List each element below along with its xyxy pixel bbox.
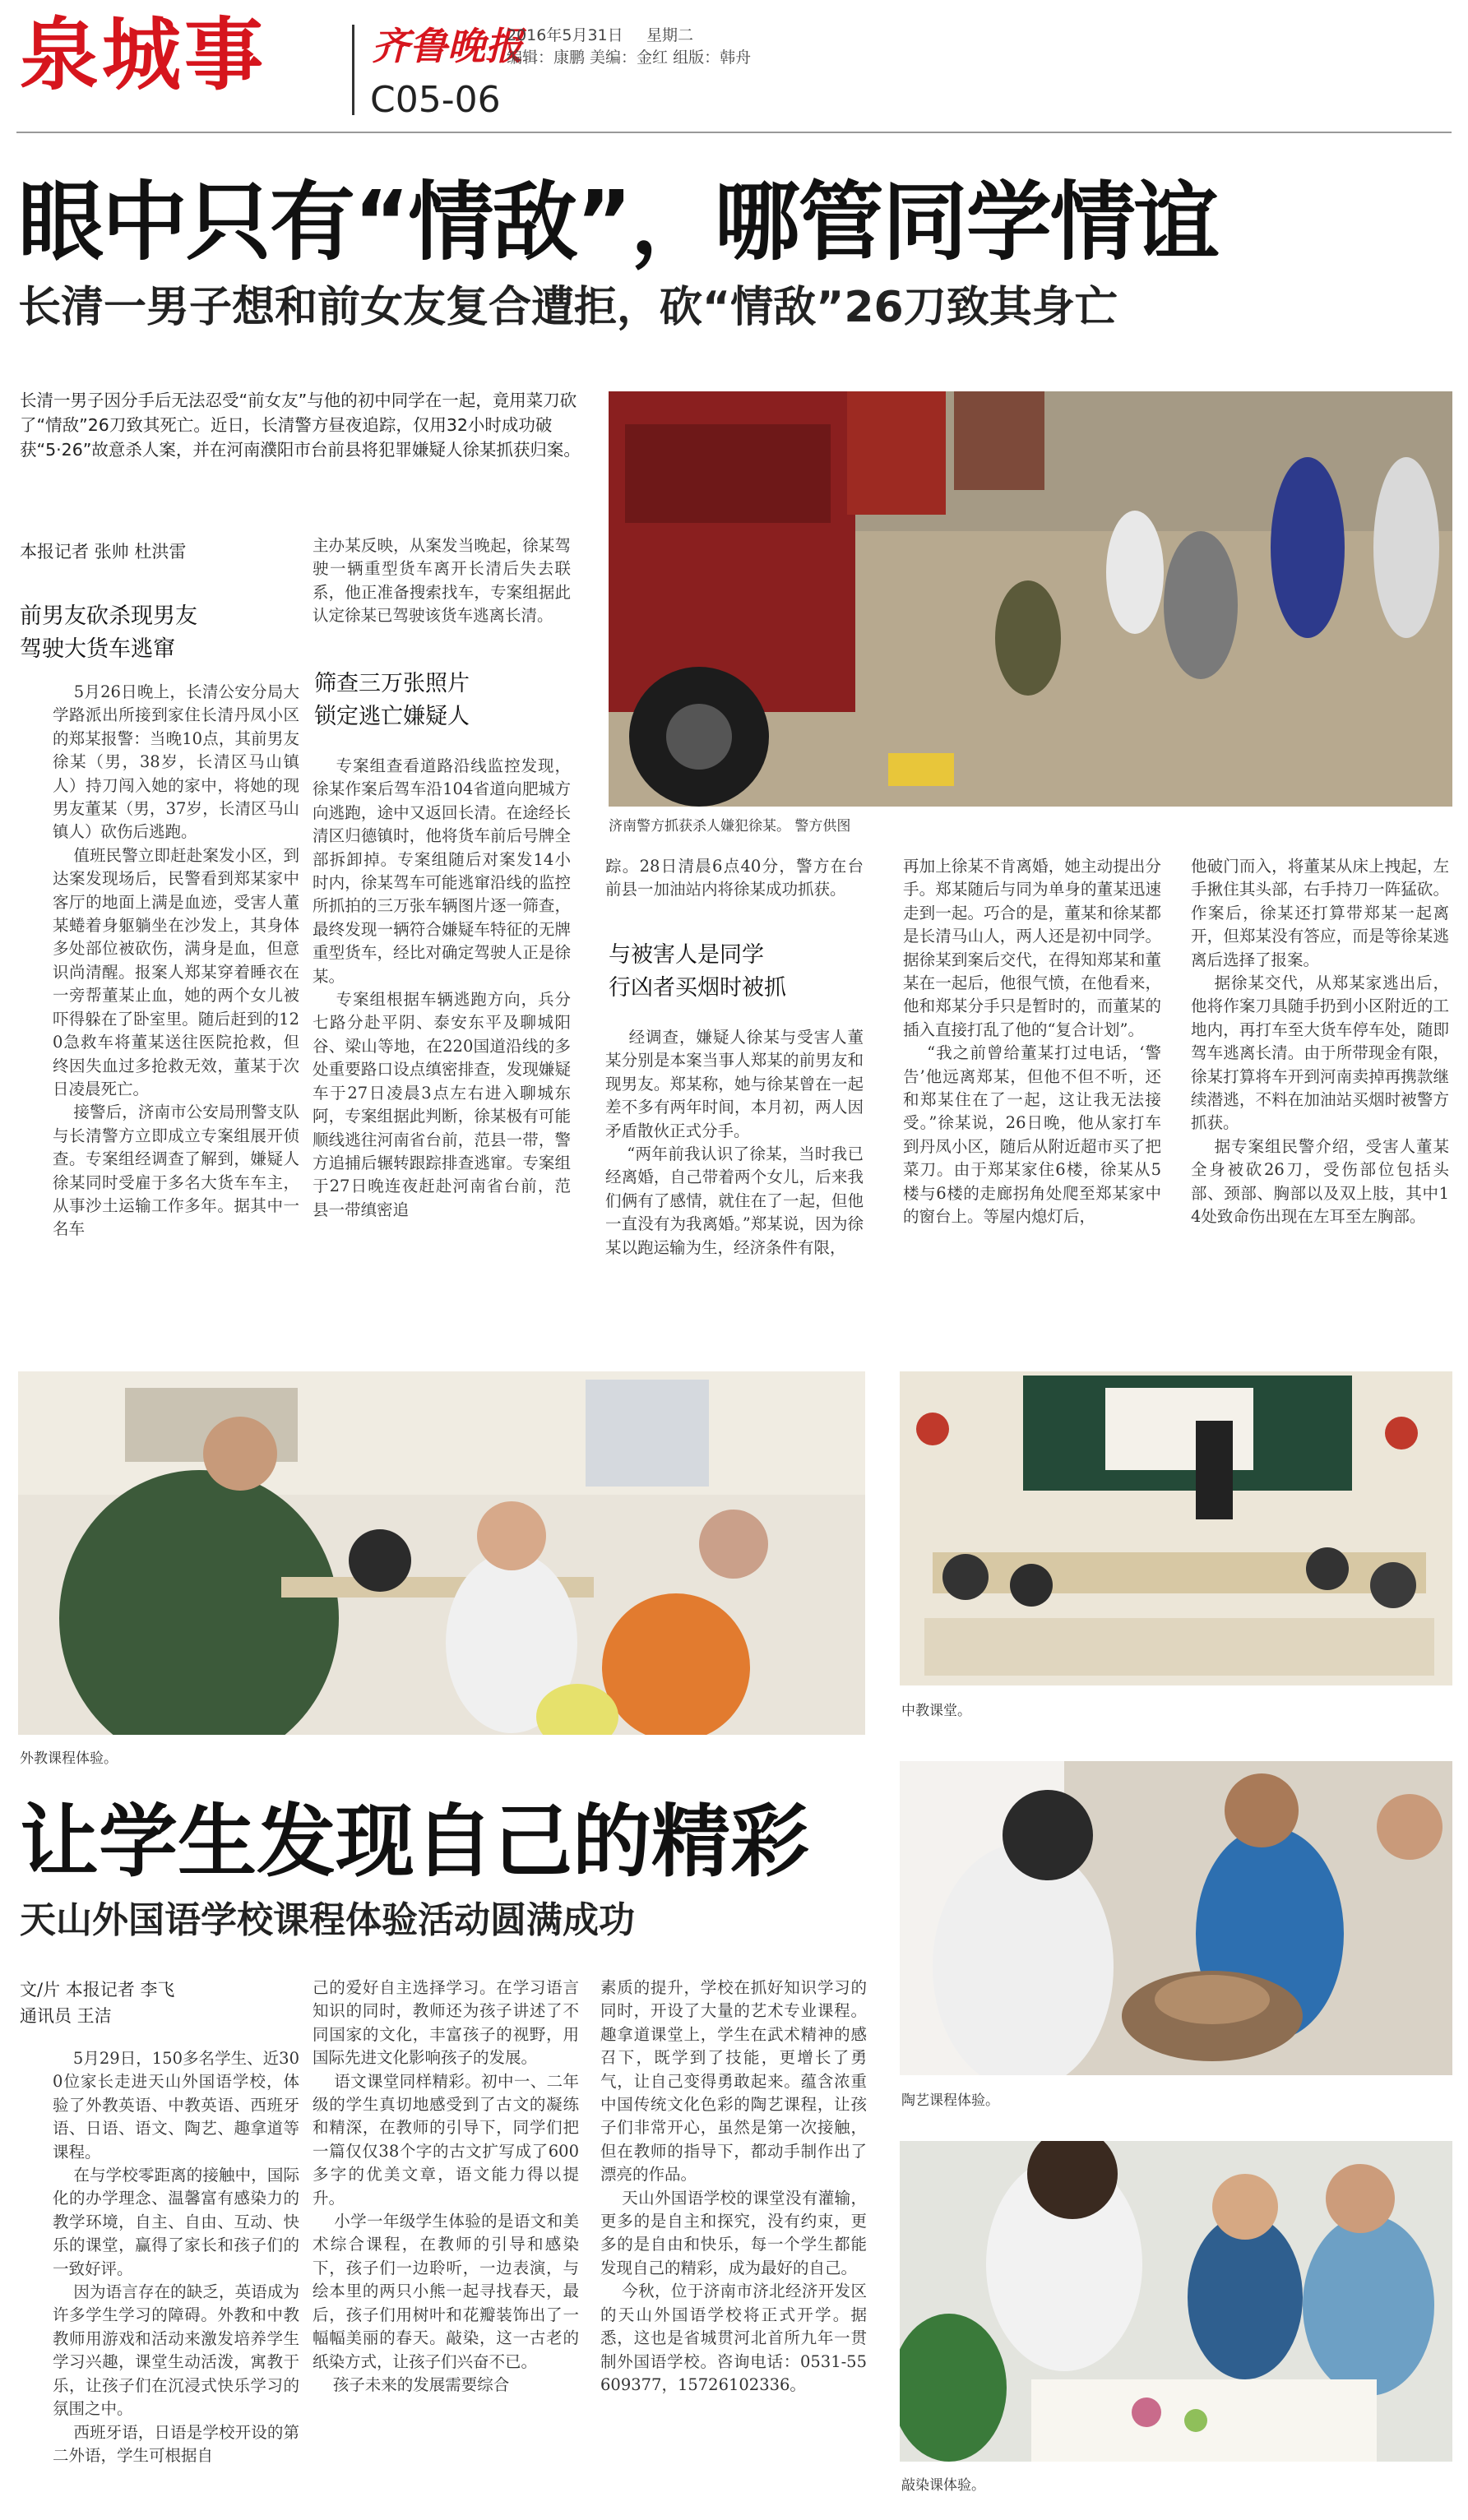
story1-headline: 眼中只有“情敌”，哪管同学情谊 xyxy=(18,172,1218,272)
section-brand: 泉城事 xyxy=(20,9,266,101)
story1-column-2a: 主办某反映，从案发当晚起，徐某驾驶一辆重型货车离开长清后失去联系，他正准备搜索找车，专案组据此认定徐某已驾驶该货车逃离长清。 xyxy=(313,536,571,626)
page-number: C05-06 xyxy=(370,79,501,121)
masthead-rule xyxy=(16,132,1452,133)
section-head-line: 与被害人是同学 xyxy=(609,942,764,968)
caption-chinese-class: 中教课堂。 xyxy=(901,1703,971,1719)
story2-subhead: 天山外国语学校课程体验活动圆满成功 xyxy=(20,1899,635,1941)
issue-weekday: 星期二 xyxy=(646,26,694,44)
story1-column-1: 5月26日晚上，长清公安分局大学路派出所接到家住长清丹凤小区的郑某报警：当晚10点，其前男友徐某（男，38岁，长清区马山镇人）持刀闯入她的家中，将她的现男友董某（男，37岁，长清区马山镇人）砍伤后逃跑。 值班民警立即赶赴案发小区，到达案发现场后，民警看到郑某家中客厅的地面上满是血迹，受害人董某蜷着身躯躺坐在沙发上，其身体多处部位被砍伤，满身是血，但意识尚清醒。报案人郑某穿着睡衣在一旁帮董某止血，她的两个女儿被吓得躲在了卧室里。随后赶到的120急救车将董某送往医院抢救，但终因失血过多抢救无效，董某于次日凌晨死亡。 接警后，济南市公安局刑警支队与长清警方立即成立专案组展开侦查。专案组经调查了解到，嫌疑人徐某同时受雇于多名大货车车主，从事沙土运输工作多年。据其中一名车 xyxy=(53,682,299,1239)
story1-byline: 本报记者 张帅 杜洪雷 xyxy=(20,542,187,562)
story1-section-head-3 xyxy=(609,939,867,1005)
photo-pottery-class xyxy=(900,1761,1452,2075)
section-head-line: 锁定逃亡嫌疑人 xyxy=(314,704,470,729)
caption-foreign-class: 外教课程体验。 xyxy=(20,1750,118,1767)
section-head-line: 驾驶大货车逃窜 xyxy=(20,636,175,662)
story2-column-2: 己的爱好自主选择学习。在学习语言知识的同时，教师还为孩子讲述了不同国家的文化，丰富孩子的视野，用国际先进文化影响孩子的发展。 语文课堂同样精彩。初中一、二年级的学生真切地感受到了古文的凝练和精深，在教师的引导下，同学们把一篇仅仅38个字的古文扩写成了600多字的优美文章，语文能力得以提升。 小学一年级学生体验的是语文和美术综合课程，在教师的引导和感染下，孩子们一边聆听，一边表演，与绘本里的两只小熊一起寻找春天，最后，孩子们用树叶和花瓣装饰出了一幅幅美丽的春天。敲染，这一古老的纸染方式，让孩子们兴奋不已。 孩子未来的发展需要综合 xyxy=(313,1978,579,2394)
caption-leaf-dye-class: 敲染课体验。 xyxy=(901,2477,985,2494)
story1-column-4: 再加上徐某不肯离婚，她主动提出分手。郑某随后与同为单身的董某迅速走到一起。巧合的是，董某和徐某都是长清马山人，两人还是初中同学。据徐某到案后交代，在得知郑某和董某在一起后，他很气愤，在他看来，他和郑某分手只是暂时的，而董某的插入直接打乱了他的“复合计划”。 “我之前曾给董某打过电话，‘警告’他远离郑某，但他不但不听，还和郑某住在了一起，这让我无法接受。”徐某说，26日晚，他从家打车到丹凤小区，随后从附近超市买了把菜刀。由于郑某家住6楼，徐某从5楼与6楼的走廊拐角处爬至郑某家中的窗台上。等屋内熄灯后， xyxy=(903,857,1161,1227)
section-head-line: 前男友砍杀现男友 xyxy=(20,603,197,629)
story1-photo-caption: 济南警方抓获杀人嫌犯徐某。 警方供图 xyxy=(609,818,851,835)
story1-column-3b: 经调查，嫌疑人徐某与受害人董某分别是本案当事人郑某的前男友和现男友。郑某称，她与徐某曾在一起差不多有两年时间，本月初，两人因矛盾散伙正式分手。 “两年前我认识了徐某，当时我已经离婚，自己带着两个女儿，后来我们俩有了感情，就住在了一起，但他一直没有为我离婚。”郑某说，因为徐某以跑运输为生，经济条件有限， xyxy=(605,1028,864,1257)
story1-section-head-2 xyxy=(314,668,572,733)
story1-section-head-1 xyxy=(20,600,291,666)
photo-leaf-dye-class xyxy=(900,2141,1452,2462)
issue-date: 2016年5月31日 xyxy=(507,26,623,44)
story1-column-2b: 专案组查看道路沿线监控发现，徐某作案后驾车沿104省道向肥城方向逃跑，途中又返回长清。在途经长清区归德镇时，他将货车前后号牌全部拆卸掉。专案组随后对案发14小时内，徐某驾车可能逃窜沿线的监控所抓拍的三万张车辆图片逐一筛查，最终发现一辆符合嫌疑车特征的无牌重型货车，经比对确定驾驶人正是徐某。 专案组根据车辆逃跑方向，兵分七路分赴平阴、泰安东平及聊城阳谷、梁山等地，在220国道沿线的多处重要路口设点缜密排查，发现嫌疑车于27日凌晨3点左右进入聊城东阿，专案组据此判断，徐某极有可能顺线逃往河南省台前，范县一带，警方追捕后辗转跟踪排查逃窜。专案组于27日晚连夜赶赴河南省台前，范县一带缜密追 xyxy=(313,756,571,1219)
photo-chinese-teacher-class xyxy=(900,1371,1452,1685)
story1-subhead: 长清一男子想和前女友复合遭拒，砍“情敌”26刀致其身亡 xyxy=(18,283,1118,332)
story1-column-3a: 踪。28日清晨6点40分，警方在台前县一加油站内将徐某成功抓获。 xyxy=(605,857,864,899)
caption-pottery-class: 陶艺课程体验。 xyxy=(901,2092,999,2109)
section-head-line: 行凶者买烟时被抓 xyxy=(609,975,786,1001)
story2-headline: 让学生发现自己的精彩 xyxy=(20,1796,809,1888)
story2-byline-1: 文/片 本报记者 李飞 xyxy=(20,1980,175,2000)
story1-photo-arrest xyxy=(609,391,1452,807)
story2-column-1: 5月29日，150多名学生、近300位家长走进天山外国语学校，体验了外教英语、中教英语、西班牙语、日语、语文、陶艺、趣拿道等课程。 在与学校零距离的接触中，国际化的办学理念、温馨富有感染力的教学环境，自主、自由、互动、快乐的课堂，赢得了家长和孩子们的一致好评。 因为语言存在的缺乏，英语成为许多学生学习的障碍。外教和中教教师用游戏和活动来激发培养学生学习兴趣，课堂生动活泼，寓教于乐，让孩子们在沉浸式快乐学习的氛围之中。 西班牙语，日语是学校开设的第二外语，学生可根据自 xyxy=(53,2049,299,2465)
story2-byline-2: 通讯员 王洁 xyxy=(20,2006,112,2026)
story1-lead: 长清一男子因分手后无法忍受“前女友”与他的初中同学在一起，竟用菜刀砍了“情敌”26刀致其死亡。近日，长清警方昼夜追踪，仅用32小时成功破获“5·26”故意杀人案，并在河南濮阳市台前县将犯罪嫌疑人徐某抓获归案。 xyxy=(20,391,581,460)
story1-column-5: 他破门而入，将董某从床上拽起，左手揪住其头部，右手持刀一阵猛砍。作案后，徐某还打算带郑某一起离开，但郑某没有答应，而是等徐某逃离后选择了报案。 据徐某交代，从郑某家逃出后，他将作案刀具随手扔到小区附近的工地内，再打车至大货车停车处，随即驾车逃离长清。由于所带现金有限，徐某打算将车开到河南卖掉再携款继续潜逃，不料在加油站买烟时被警方抓获。 据专案组民警介绍，受害人董某全身被砍26刀，受伤部位包括头部、颈部、胸部以及双上肢，其中14处致命伤出现在左耳至左胸部。 xyxy=(1191,857,1449,1227)
editor-credits: 编辑：康鹏 美编：金红 组版：韩舟 xyxy=(507,49,752,67)
masthead-divider xyxy=(352,25,354,115)
newspaper-name: 齐鲁晚报 xyxy=(372,24,523,68)
photo-foreign-teacher-class xyxy=(18,1371,865,1735)
section-head-line: 筛查三万张照片 xyxy=(314,671,470,696)
story2-column-3: 素质的提升，学校在抓好知识学习的同时，开设了大量的艺术专业课程。趣拿道课堂上，学生在武术精神的感召下，既学到了技能，更增长了勇气，让自己变得勇敢起来。蕴含浓重中国传统文化色彩的陶艺课程，让孩子们非常开心，虽然是第一次接触，但在教师的指导下，都动手制作出了漂亮的作品。 天山外国语学校的课堂没有灌输，更多的是自主和探究，没有约束，更多的是自由和快乐，每一个学生都能发现自己的精彩，成为最好的自己。 今秋，位于济南市济北经济开发区的天山外国语学校将正式开学。据悉，这也是省城贯河北首所九年一贯制外国语学校。咨询电话：0531-55609377，15726102336。 xyxy=(600,1978,867,2394)
